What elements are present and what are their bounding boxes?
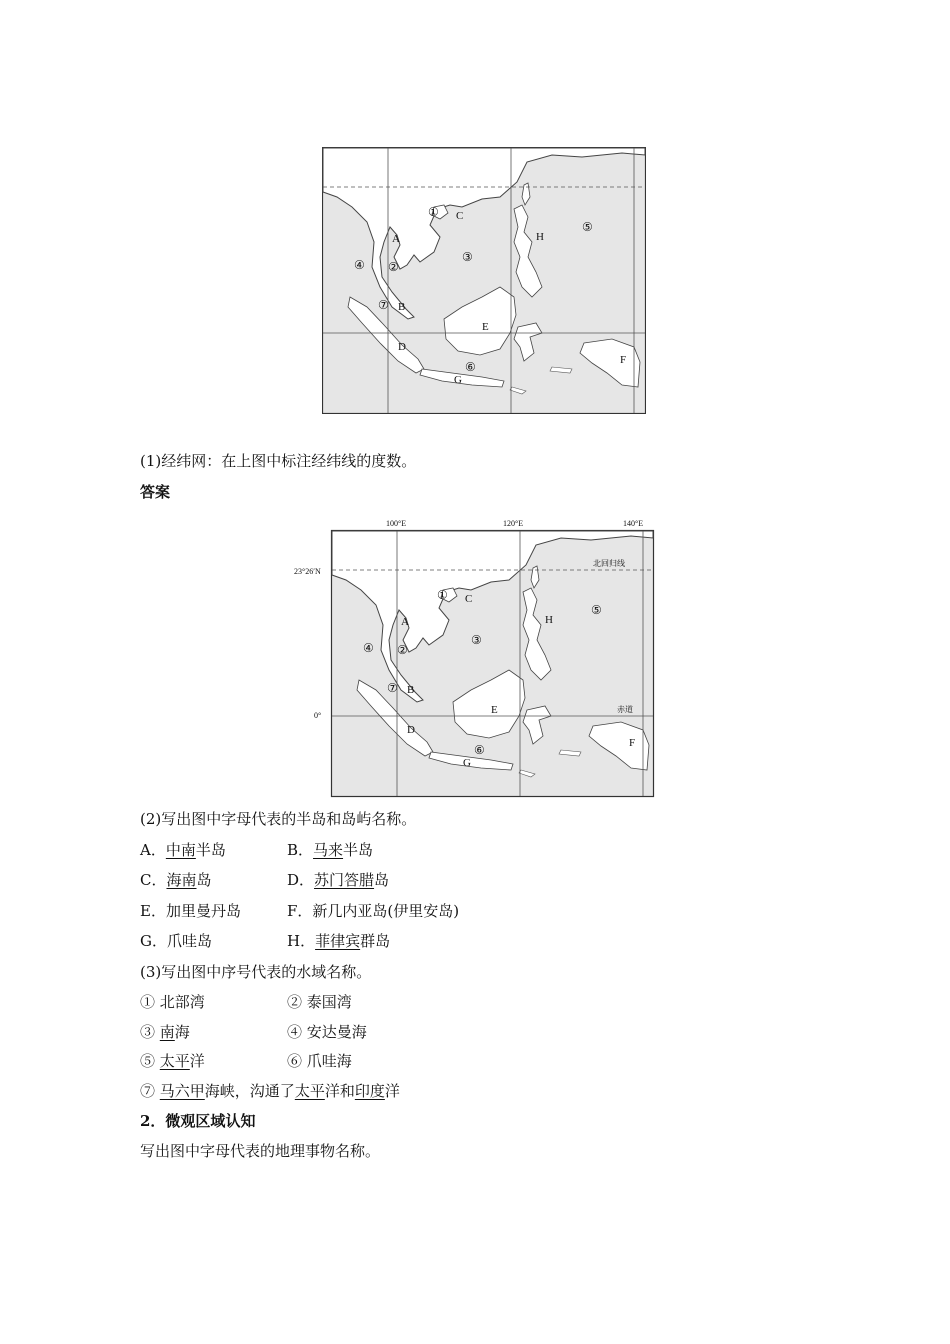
- map1-num-2: ②: [388, 260, 399, 274]
- map1-label-a: A: [392, 233, 400, 245]
- map2-equator-name: 赤道: [617, 705, 633, 714]
- q2-item-h: H．菲律宾群岛: [287, 932, 391, 950]
- map1-num-4: ④: [354, 258, 365, 272]
- map1-label-f: F: [620, 354, 627, 366]
- map1-label-g: G: [454, 374, 462, 386]
- map2-label-b: B: [407, 684, 415, 696]
- map1-label-c: C: [456, 210, 464, 222]
- map2-num-5: ⑤: [591, 603, 602, 617]
- question-2: (2)写出图中字母代表的半岛和岛屿名称。: [140, 810, 417, 828]
- section-2-title: 2．微观区域认知: [140, 1112, 256, 1130]
- q2-item-a: A．中南半岛: [140, 841, 226, 859]
- q2-item-g: G．爪哇岛: [140, 932, 212, 950]
- map1-num-6: ⑥: [465, 360, 476, 374]
- map2-label-g: G: [463, 757, 471, 769]
- map1-label-h: H: [536, 231, 544, 243]
- q3-item-2: ② 泰国湾: [287, 993, 352, 1011]
- q2-item-c: C．海南岛: [140, 871, 212, 889]
- q2-row-3: [140, 901, 540, 921]
- q2-row-4: [140, 931, 540, 951]
- map2-lat-equator: 0°: [314, 711, 322, 720]
- map1-num-7: ⑦: [378, 298, 389, 312]
- map2-num-2: ②: [397, 643, 408, 657]
- q3-row-3: [140, 1051, 540, 1071]
- map1-label-e: E: [482, 321, 489, 333]
- q3-item-4: ④ 安达曼海: [287, 1023, 367, 1041]
- q3-item-5: ⑤ 太平洋: [140, 1052, 205, 1070]
- q3-item-7: ⑦ 马六甲海峡，沟通了太平洋和印度洋: [140, 1082, 400, 1100]
- map2-lon-120: 120°E: [503, 519, 524, 528]
- map-southeast-asia-2: [290, 514, 656, 798]
- map2-num-1: ①: [437, 588, 448, 602]
- q3-item-3: ③ 南海: [140, 1023, 190, 1041]
- map2-label-h: H: [545, 614, 553, 626]
- map1-num-3: ③: [462, 250, 473, 264]
- map2-num-4: ④: [363, 641, 374, 655]
- map1-num-5: ⑤: [582, 220, 593, 234]
- q3-item-1: ① 北部湾: [140, 993, 205, 1011]
- map2-label-c: C: [465, 593, 473, 605]
- question-3: (3)写出图中序号代表的水域名称。: [140, 963, 372, 981]
- map2-label-f: F: [629, 737, 636, 749]
- answer-label: 答案: [140, 483, 171, 501]
- map2-label-a: A: [401, 616, 409, 628]
- q2-row-1: [140, 840, 540, 860]
- map2-num-6: ⑥: [474, 743, 485, 757]
- question-1: (1)经纬网：在上图中标注经纬线的度数。: [140, 452, 417, 470]
- q3-item-6: ⑥ 爪哇海: [287, 1052, 352, 1070]
- q3-row-2: [140, 1022, 540, 1042]
- map2-tropic-name: 北回归线: [593, 559, 625, 568]
- map1-num-1: ①: [428, 205, 439, 219]
- map1-label-d: D: [398, 341, 406, 353]
- map2-num-7: ⑦: [387, 681, 398, 695]
- map2-label-d: D: [407, 724, 415, 736]
- map2-lon-140: 140°E: [623, 519, 644, 528]
- map2-lon-100: 100°E: [386, 519, 407, 528]
- map2-label-e: E: [491, 704, 498, 716]
- q2-item-e: E．加里曼丹岛: [140, 902, 241, 920]
- map2-lat-tropic: 23°26′N: [294, 567, 321, 576]
- section-2-question: 写出图中字母代表的地理事物名称。: [140, 1142, 381, 1160]
- q2-item-f: F．新几内亚岛(伊里安岛): [287, 902, 460, 920]
- q2-row-2: [140, 870, 540, 890]
- map1-label-b: B: [398, 301, 406, 313]
- map-southeast-asia-1: [322, 147, 646, 414]
- q2-item-d: D．苏门答腊岛: [287, 871, 390, 889]
- q2-item-b: B．马来半岛: [287, 841, 374, 859]
- q3-row-1: [140, 992, 540, 1012]
- map2-num-3: ③: [471, 633, 482, 647]
